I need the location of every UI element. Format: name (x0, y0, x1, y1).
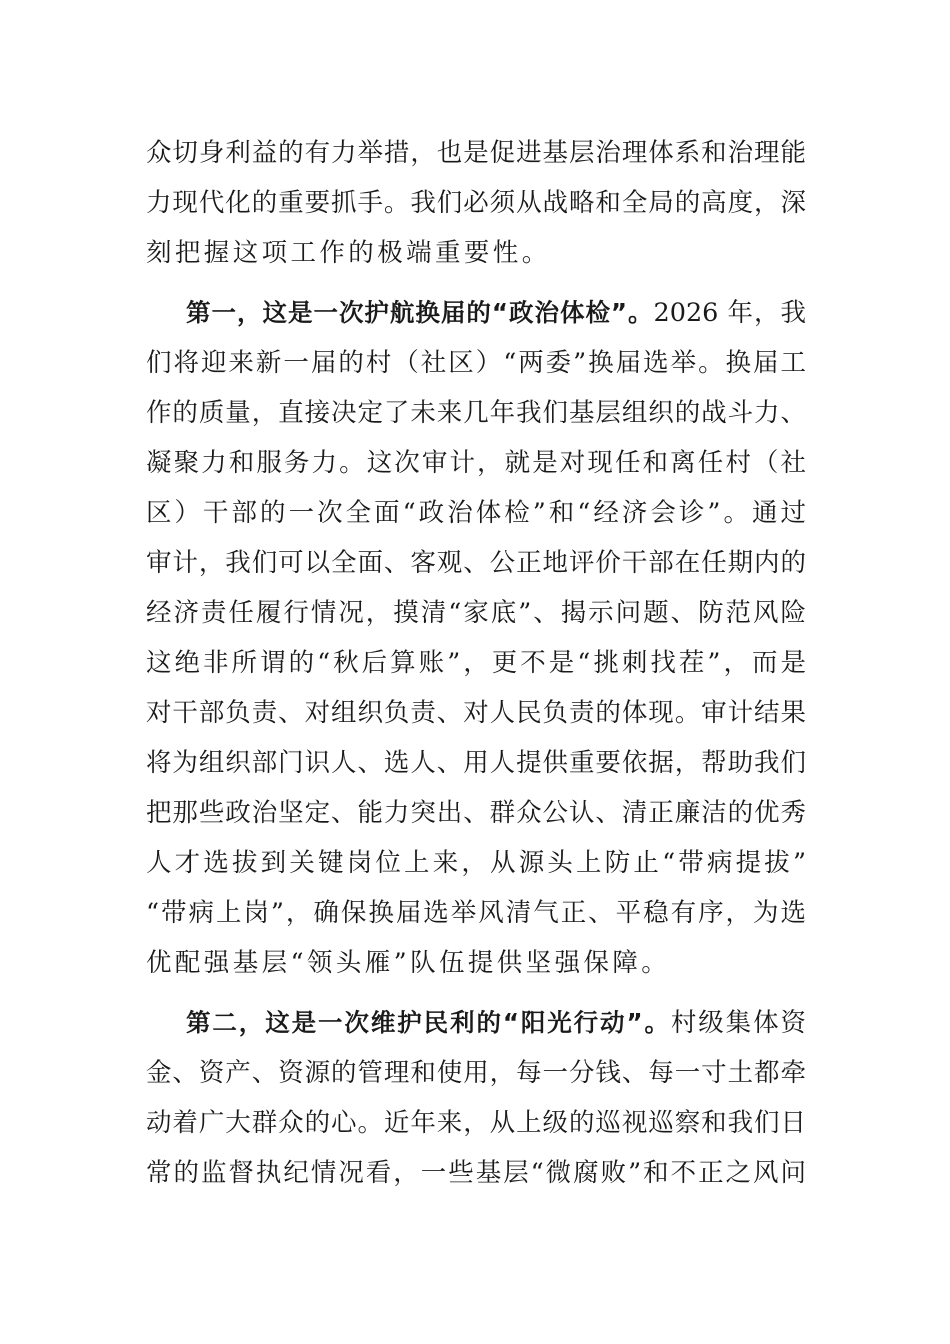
section-heading: 第二，这是一次维护民利的“阳光行动”。 (186, 1008, 671, 1037)
paragraph-first (146, 288, 806, 988)
heading-continuation: 村级集体资 (670, 1008, 806, 1038)
text-line: 力现代化的重要抓手。我们必须从战略和全局的高度，深 (146, 188, 806, 218)
text-line: 这绝非所谓的“秋后算账”，更不是“挑刺找茬”，而是 (146, 648, 806, 678)
paragraph-second-line (146, 998, 806, 1048)
text-line: 经济责任履行情况，摸清“家底”、揭示问题、防范风险 (146, 598, 806, 628)
heading-continuation: 2026 年，我 (653, 298, 806, 328)
text-line: 把那些政治坚定、能力突出、群众公认、清正廉洁的优秀 (146, 798, 806, 828)
paragraph-second (146, 998, 806, 1198)
section-heading: 第一，这是一次护航换届的“政治体检”。 (186, 298, 654, 327)
text-line: 对干部负责、对组织负责、对人民负责的体现。审计结果 (146, 698, 806, 728)
paragraph-first-line (146, 288, 806, 338)
text-line: 凝聚力和服务力。这次审计，就是对现任和离任村（社 (146, 448, 806, 478)
text-line: 刻把握这项工作的极端重要性。 (146, 238, 551, 268)
text-line: 审计，我们可以全面、客观、公正地评价干部在任期内的 (146, 548, 806, 578)
text-line: 人才选拔到关键岗位上来，从源头上防止“带病提拔” (146, 848, 806, 878)
text-line: 们将迎来新一届的村（社区）“两委”换届选举。换届工 (146, 348, 806, 378)
text-line: 将为组织部门识人、选人、用人提供重要依据，帮助我们 (146, 748, 806, 778)
paragraph-intro (146, 128, 806, 278)
text-line: 常的监督执纪情况看，一些基层“微腐败”和不正之风问 (146, 1158, 806, 1188)
text-line: 作的质量，直接决定了未来几年我们基层组织的战斗力、 (146, 398, 806, 428)
text-line: “带病上岗”，确保换届选举风清气正、平稳有序，为选 (146, 898, 806, 928)
text-line: 区）干部的一次全面“政治体检”和“经济会诊”。通过 (146, 498, 806, 528)
text-line: 优配强基层“领头雁”队伍提供坚强保障。 (146, 948, 671, 978)
text-line: 动着广大群众的心。近年来，从上级的巡视巡察和我们日 (146, 1108, 806, 1138)
text-line: 金、资产、资源的管理和使用，每一分钱、每一寸土都牵 (146, 1058, 806, 1088)
text-line: 众切身利益的有力举措，也是促进基层治理体系和治理能 (146, 138, 806, 168)
